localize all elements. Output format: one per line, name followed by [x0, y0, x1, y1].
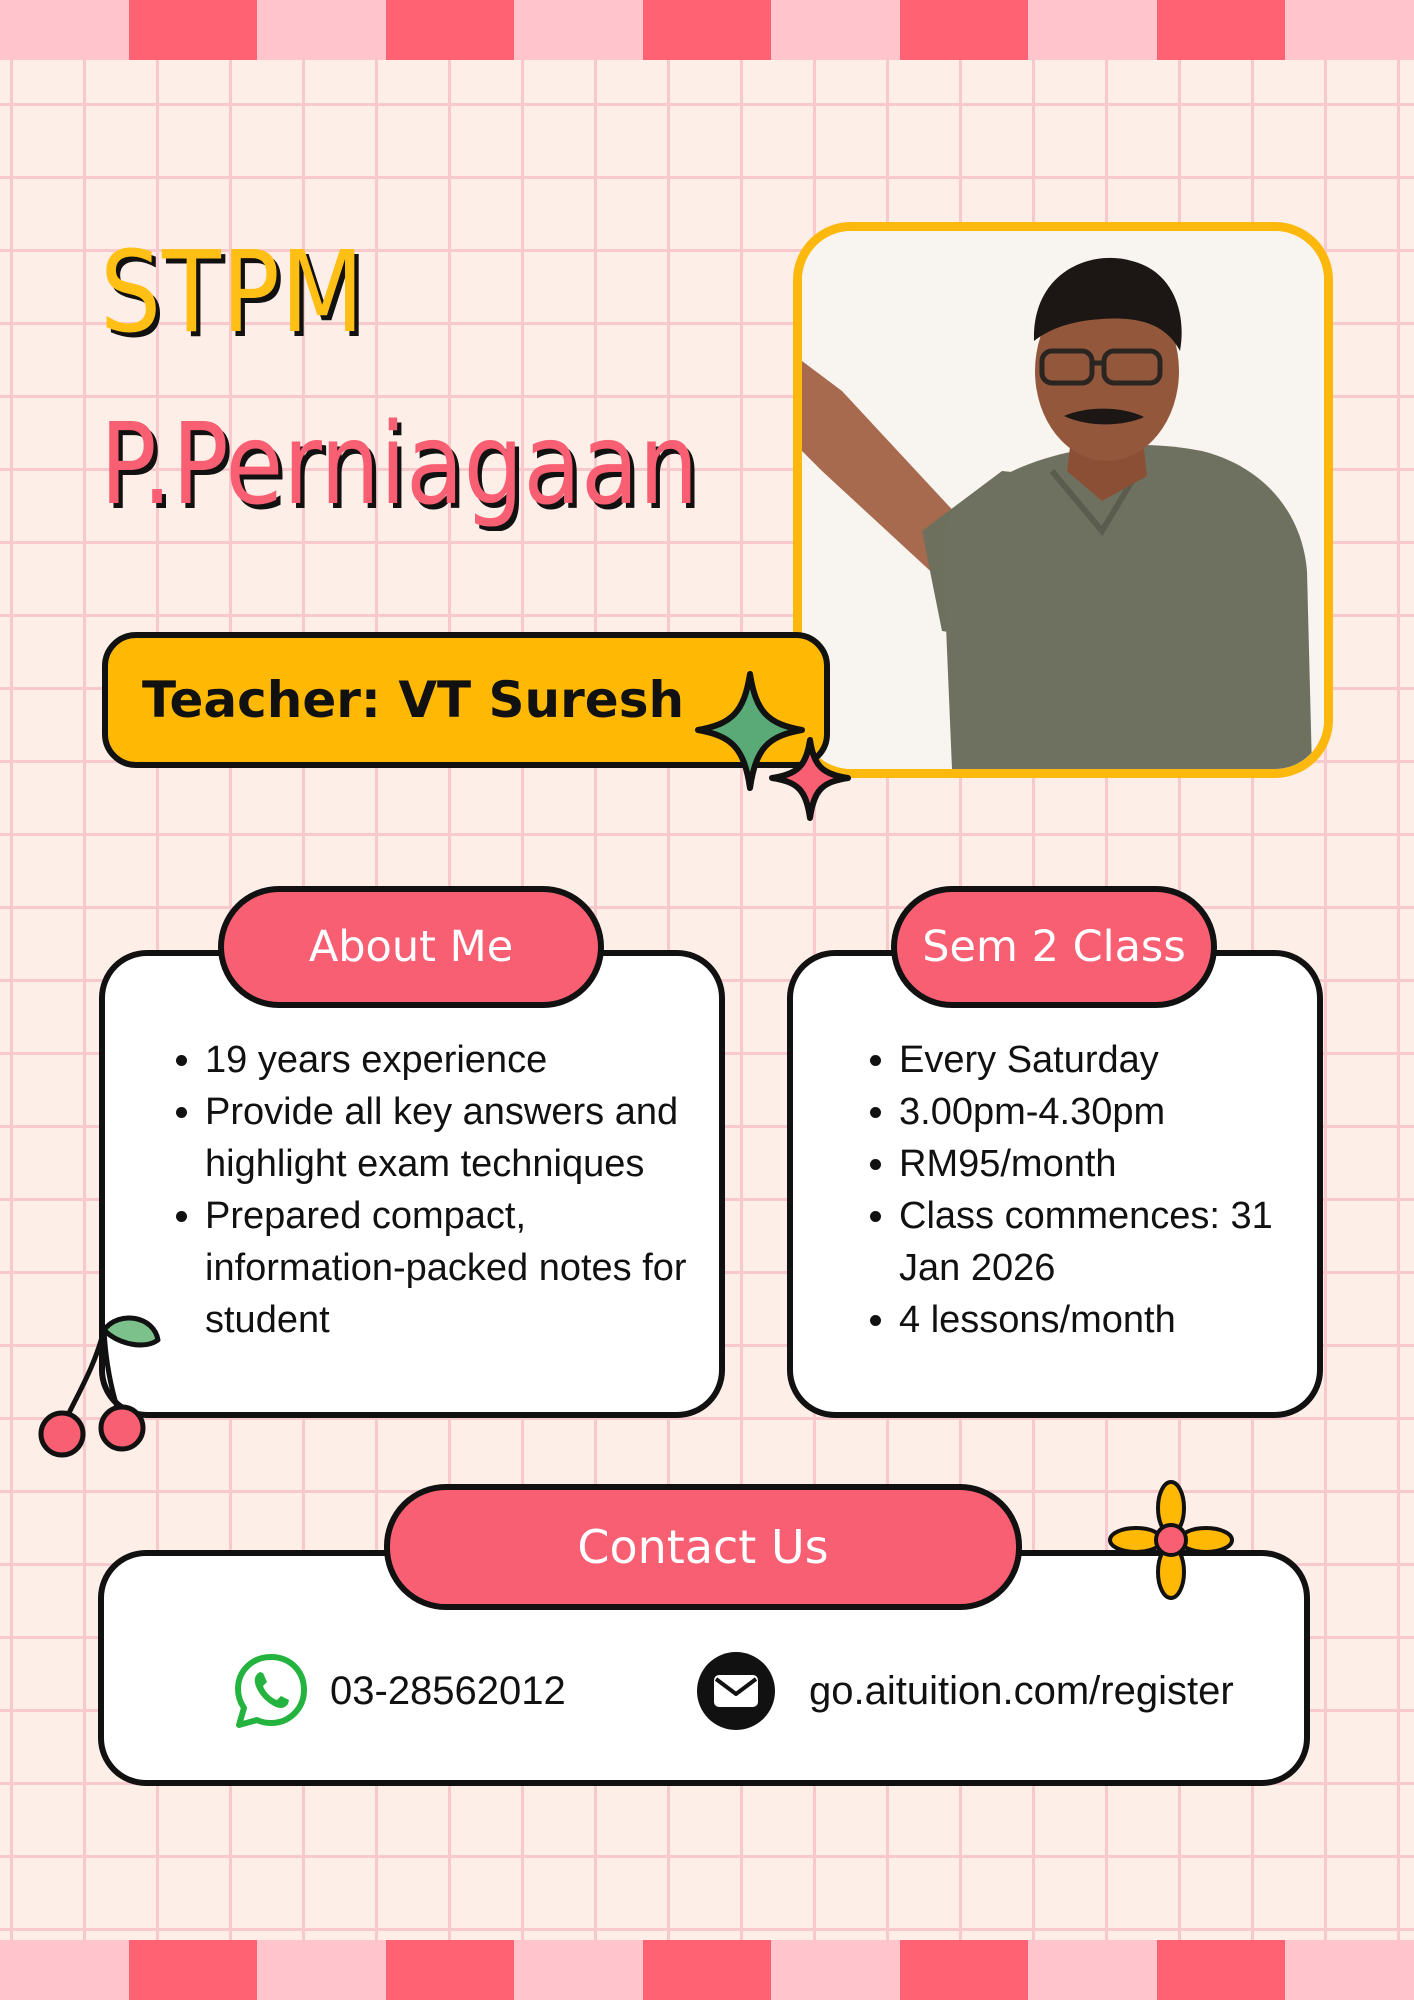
sem-2-class-list [793, 956, 1317, 1346]
sem-2-class-card [787, 950, 1323, 1418]
flower-icon [1106, 1478, 1236, 1603]
sparkle-stars-icon [690, 668, 860, 843]
about-me-card [99, 950, 725, 1418]
whatsapp-icon [232, 1652, 310, 1730]
list-item: • Prepared compact, information-packed notes for student [205, 1190, 719, 1346]
title-subject: P.Perniagaan [100, 400, 699, 530]
list-item: • 19 years experience [205, 1034, 719, 1086]
contact-us-heading: Contact Us [384, 1484, 1022, 1610]
teacher-photo [793, 222, 1333, 778]
list-item: • RM95/month [899, 1138, 1317, 1190]
list-item: • 4 lessons/month [899, 1294, 1317, 1346]
about-me-heading: About Me [218, 886, 604, 1008]
list-item: • Every Saturday [899, 1034, 1317, 1086]
website-link: go.aituition.com/register [809, 1668, 1234, 1713]
list-item: • Provide all key answers and highlight exam techniques [205, 1086, 719, 1190]
list-item: • Class commences: 31 Jan 2026 [899, 1190, 1317, 1294]
email-icon [697, 1652, 775, 1730]
phone-number: 03-28562012 [330, 1668, 566, 1713]
list-item: • 3.00pm-4.30pm [899, 1086, 1317, 1138]
top-stripe-border [0, 0, 1414, 60]
about-me-list [105, 956, 719, 1346]
bottom-stripe-border [0, 1940, 1414, 2000]
title-stpm: STPM [100, 228, 365, 358]
cherry-icon [34, 1310, 174, 1460]
sem-2-class-heading: Sem 2 Class [891, 886, 1217, 1008]
teacher-name: Teacher: VT Suresh [142, 671, 685, 729]
phone-contact[interactable] [232, 1652, 566, 1730]
website-contact[interactable] [697, 1652, 1234, 1730]
